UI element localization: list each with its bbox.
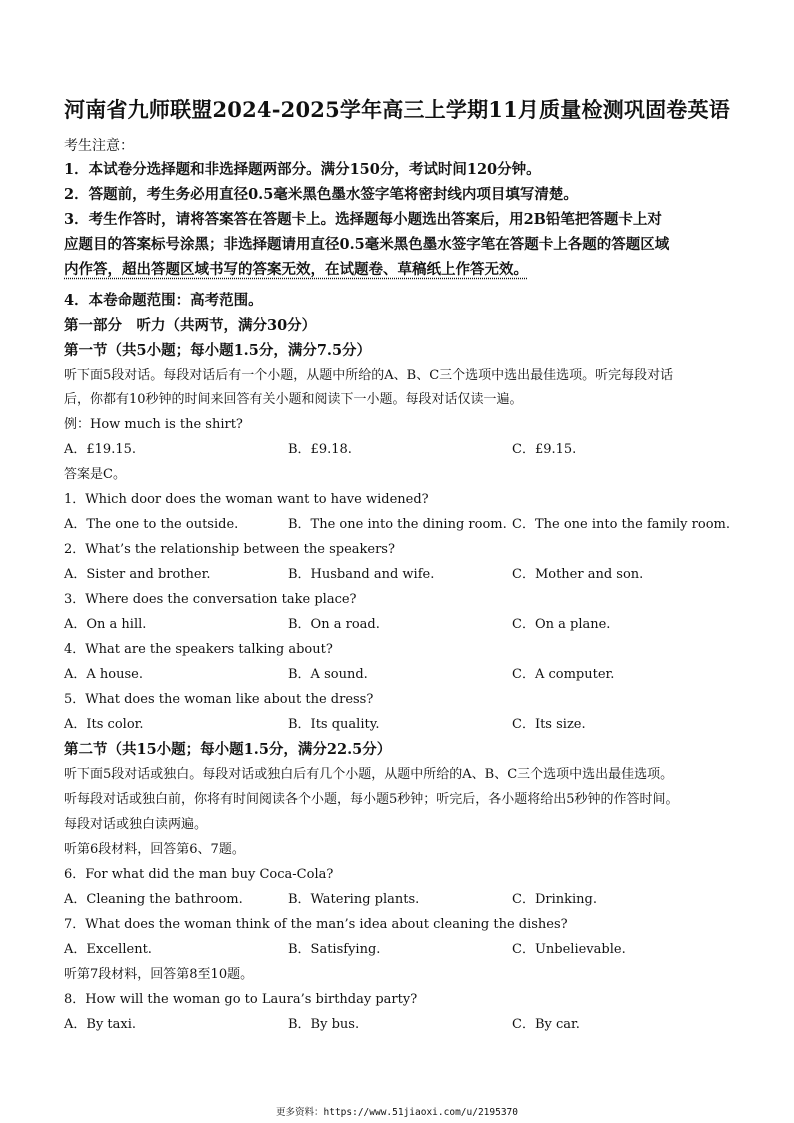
example-option-c: C．£9.15. xyxy=(512,442,577,457)
option-a: A．Cleaning the bathroom. xyxy=(64,892,243,907)
question-stem: 1．Which door does the woman want to have widened? xyxy=(64,492,429,507)
option-b: B．Watering plants. xyxy=(288,892,420,907)
option-a: A．A house. xyxy=(64,667,143,682)
part-1-heading: 第一部分 听力（共两节，满分30分） xyxy=(64,317,317,334)
section-1-instructions-line-1: 听下面5段对话。每段对话后有一个小题，从题中所给的A、B、C三个选项中选出最佳选项。听完每段对话 xyxy=(64,368,674,383)
question-stem: 7．What does the woman think of the man’s idea about cleaning the dishes? xyxy=(64,917,568,932)
option-b: B．By bus. xyxy=(288,1017,360,1032)
notice-item-1: 1．本试卷分选择题和非选择题两部分。满分150分，考试时间120分钟。 xyxy=(64,161,541,178)
option-c: C．A computer. xyxy=(512,667,615,682)
option-a: A．Sister and brother. xyxy=(64,567,211,582)
option-c: C．The one into the family room. xyxy=(512,517,730,532)
option-c: C．Drinking. xyxy=(512,892,597,907)
example-answer: 答案是C。 xyxy=(64,467,126,482)
option-b: B．A sound. xyxy=(288,667,368,682)
section-2-instructions-line-1: 听下面5段对话或独白。每段对话或独白后有几个小题，从题中所给的A、B、C三个选项中选出最佳选项。 xyxy=(64,767,674,782)
question-stem: 3．Where does the conversation take place? xyxy=(64,592,357,607)
section-2-instructions-line-2: 听每段对话或独白前，你将有时间阅读各个小题，每小题5秒钟；听完后，各小题将给出5秒钟的作答时间。 xyxy=(64,792,679,807)
option-c: C．Unbelievable. xyxy=(512,942,626,957)
question-stem: 4．What are the speakers talking about? xyxy=(64,642,333,657)
question-stem: 8．How will the woman go to Laura’s birthday party? xyxy=(64,992,418,1007)
example-option-a: A．£19.15. xyxy=(64,442,137,457)
notice-item-3-line-1: 3．考生作答时，请将答案答在答题卡上。选择题每小题选出答案后，用2B铅笔把答题卡上对 xyxy=(64,211,662,228)
option-a: A．By taxi. xyxy=(64,1017,137,1032)
document-title: 河南省九师联盟2024-2025学年高三上学期11月质量检测巩固卷英语 xyxy=(64,97,730,122)
option-a: A．Its color. xyxy=(64,717,144,732)
notice-item-4: 4．本卷命题范围：高考范围。 xyxy=(64,292,263,309)
option-c: C．On a plane. xyxy=(512,617,611,632)
example-question: 例：How much is the shirt? xyxy=(64,417,243,432)
option-a: A．The one to the outside. xyxy=(64,517,239,532)
notice-item-3-line-3: 内作答，超出答题区域书写的答案无效，在试题卷、草稿纸上作答无效。 xyxy=(64,261,528,278)
option-b: B．Its quality. xyxy=(288,717,380,732)
section-2-heading: 第二节（共15小题；每小题1.5分，满分22.5分） xyxy=(64,741,392,758)
option-a: A．On a hill. xyxy=(64,617,147,632)
material-6-note: 听第6段材料，回答第6、7题。 xyxy=(64,842,245,857)
option-a: A．Excellent. xyxy=(64,942,152,957)
section-1-instructions-line-2: 后，你都有10秒钟的时间来回答有关小题和阅读下一小题。每段对话仅读一遍。 xyxy=(64,392,523,407)
section-2-instructions-line-3: 每段对话或独白读两遍。 xyxy=(64,817,208,832)
option-b: B．Satisfying. xyxy=(288,942,381,957)
notice-item-2: 2．答题前，考生务必用直径0.5毫米黑色墨水签字笔将密封线内项目填写清楚。 xyxy=(64,186,578,203)
option-c: C．Its size. xyxy=(512,717,586,732)
example-option-b: B．£9.18. xyxy=(288,442,352,457)
option-c: C．Mother and son. xyxy=(512,567,644,582)
material-7-note: 听第7段材料，回答第8至10题。 xyxy=(64,967,254,982)
section-1-heading: 第一节（共5小题；每小题1.5分，满分7.5分） xyxy=(64,342,372,359)
question-stem: 2．What’s the relationship between the speakers? xyxy=(64,542,395,557)
option-c: C．By car. xyxy=(512,1017,580,1032)
notice-heading: 考生注意： xyxy=(64,138,134,154)
footer-link[interactable]: 更多资料：https://www.51jiaoxi.com/u/2195370 xyxy=(276,1107,518,1118)
notice-item-3-line-2: 应题目的答案标号涂黑；非选择题请用直径0.5毫米黑色墨水签字笔在答题卡上各题的答题区域 xyxy=(64,236,670,253)
option-b: B．Husband and wife. xyxy=(288,567,435,582)
option-b: B．The one into the dining room. xyxy=(288,517,507,532)
question-stem: 6．For what did the man buy Coca-Cola? xyxy=(64,867,334,882)
option-b: B．On a road. xyxy=(288,617,380,632)
question-stem: 5．What does the woman like about the dress? xyxy=(64,692,374,707)
